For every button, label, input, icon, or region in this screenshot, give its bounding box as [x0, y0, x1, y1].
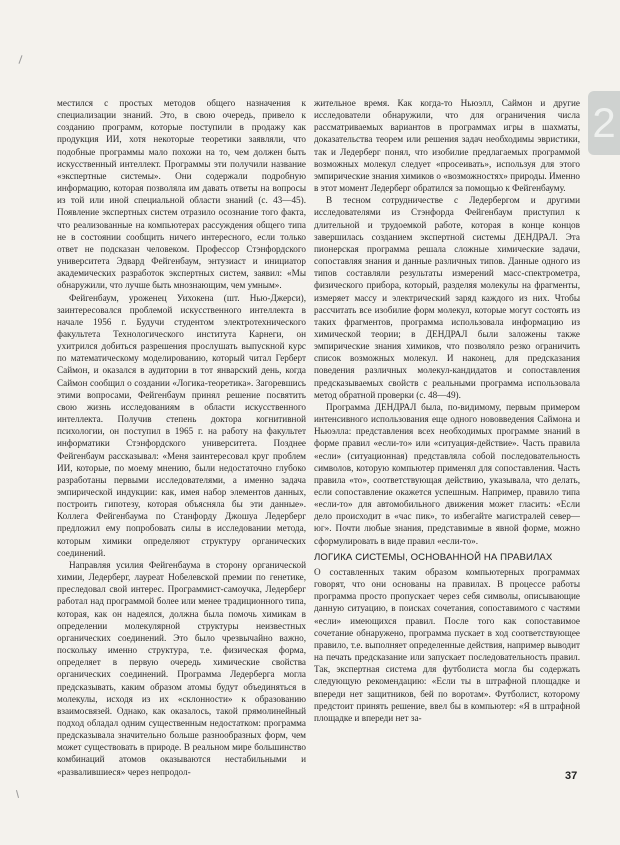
paragraph: В тесном сотрудничестве с Ледербергом и другими исследователями из Стэнфорда Фейгенбаум приступил к длительной и трудоемкой работе, которая в конце концов завершилась созданием экспертной системы ДЕНДРАЛ. Эта пионерская программа решала сложные химические задачи, сопоставляя знания и данные различных типов. Данные одного из типов составляли результаты измерений масс-спектрометра, физического прибора, который, разделяя молекулы на фрагменты, измеряет массу и электрический заряд каждого из них. Чтобы рассчитать все изобилие форм молекул, которые могут состоять из таких фрагментов, программа использовала информацию из химической теории; в ДЕНДРАЛ были заложены также эмпирические знания химиков, что позволяло резко ограничить список возможных молекул. И наконец, для предсказания поведения различных молекул-кандидатов и сопоставления предсказываемых свойств с реальными программа использовала метод обратной проверки (с. 48—49).: [314, 195, 580, 400]
paragraph: Программа ДЕНДРАЛ была, по-видимому, первым примером интенсивного использования еще одного нововведения Саймона и Ньюэлла: представления всех необходимых программе знаний в форме правил «если-то» или «ситуация-действие». Часть правила «если» (ситуационная) представляла собой последовательность символов, которую компьютер применял для сопоставления. Часть правила «то», соответствующая действию, указывала, что делать, если сопоставление окажется успешным. Например, правило типа «если-то» для автомобильного движения может гласить: «Если дело происходит в «час пик», то избегайте магистралей север—юг». Почти любые знания, представимые в явной форме, можно сформулировать в виде правил «если-то».: [314, 401, 580, 546]
paragraph: Направляя усилия Фейгенбаума в сторону органической химии, Ледерберг, лауреат Нобелевской премии по генетике, преследовал свой интерес. Программист-самоучка, Ледерберг работал над программой более или менее традиционного типа, которая, как он надеялся, должна была помочь химикам в определении молекулярной структуры неизвестных органических соединений. Это было чрезвычайно важно, поскольку именно структура, т.е. физическая форма, определяет в первую очередь химические свойства органических соединений. Программа Ледерберга могла предсказывать, каким образом атомы будут объединяться в молекулы, исходя из их «склонности» к образованию взаимосвязей. Однако, как оказалось, такой прямолинейный подход обладал одним существенным недостатком: программа предсказывала значительно больше разнообразных форм, чем может существовать в природе. В реальном мире большинство комбинаций атомов оказываются нестабильными и «развалившиеся» через непродол-: [57, 559, 306, 777]
paragraph: местился с простых методов общего назначения к специализации знаний. Это, в свою очередь, привело к созданию программ, которые поступили в продажу как продукция ИИ, хотя некоторые теоретики заявляли, что подобные программы мало похожи на то, чем должен быть искусственный интеллект. Программы эти получили название «экспертные системы». Они содержали подробную информацию, которая позволяла им давать ответы на вопросы из той или иной специальной области знаний (с. 43—45). Появление экспертных систем отразило осознание того факта, что реализованные на компьютерах рассуждения общего типа не в состоянии сообщить ничего интересного, если только ответ не подсказан человеком. Профессор Стэнфордского университета Эдвард Фейгенбаум, энтузиаст и инициатор академических разработок экспертных систем, заявил: «Мы обнаружили, что лучше быть мнознающим, чем умным».: [57, 98, 306, 291]
paragraph: жительное время. Как когда-то Ньюэлл, Саймон и другие исследователи обнаружили, что для ограничения числа рассматриваемых вариантов в программах игры в шахматы, доказательства теорем или решения задач необходимы эвристики, так и Ледерберг понял, что изобилие предлагаемых программой возможных молекул следует «просеивать», используя для этого эмпирические знания химиков о «возможностях» природы. Именно в этот момент Ледерберг обратился за помощью к Фейгенбауму.: [314, 98, 580, 194]
margin-mark: [18, 55, 22, 64]
margin-mark: [16, 790, 19, 798]
page-number: 37: [565, 770, 578, 782]
chapter-tab: 2: [588, 91, 620, 155]
paragraph: Фейгенбаум, уроженец Уихокена (шт. Нью-Джерси), заинтересовался проблемой искусственного интеллекта в начале 1956 г. Будучи студентом электротехнического факультета Технологического института Карнеги, он ухитрился добиться разрешения прослушать выпускной курс по математическому моделированию, который читал Герберт Саймон, и оказался в аудитории в тот январский день, когда Саймон сообщил о создании «Логика-теоретика». Загоревшись этими вопросами, Фейгенбаум принял решение посвятить свою жизнь исследованиям в области искусственного интеллекта. Получив степень доктора когнитивной психологии, он поступил в 1965 г. на работу на факультет информатики Стэнфордского университета. Позднее Фейгенбаум рассказывал: «Меня заинтересовал круг проблем ИИ, которые, по моему мнению, были недостаточно глубоко разработаны первыми исследователями, а именно задача эмпирической индукции: как, имея набор элементов данных, построить гипотезу, которая объясняла бы эти данные». Коллега Фейгенбаума по Станфорду Джошуа Ледерберг предложил ему попробовать силы в исследовании метода, которым химики определяют структуру органических соединений.: [57, 292, 306, 558]
right-column: [314, 97, 580, 724]
paragraph: О составленных таким образом компьютерных программах говорят, что они основаны на правилах. В процессе работы программа просто пропускает через себя символы, описывающие данную ситуацию, в поисках сочетания, сопоставимого с частями «если» имеющихся правил. После того как сопоставимое сочетание обнаружено, программа пускает в ход соответствующее правило, т.е. выполняет определенные действия, например выводит на печать предсказание или запускает последовательность правил. Так, экспертная система для футболиста могла бы содержать следующую рекомендацию: «Если ты в штрафной площадке и впереди нет защитников, бей по воротам». Футболист, которому предстоит принять решение, ввел бы в компьютер: «Я в штрафной площадке и впереди нет за-: [314, 566, 580, 723]
left-column: [57, 97, 306, 778]
section-heading: ЛОГИКА СИСТЕМЫ, ОСНОВАННОЙ НА ПРАВИЛАХ: [314, 551, 553, 563]
